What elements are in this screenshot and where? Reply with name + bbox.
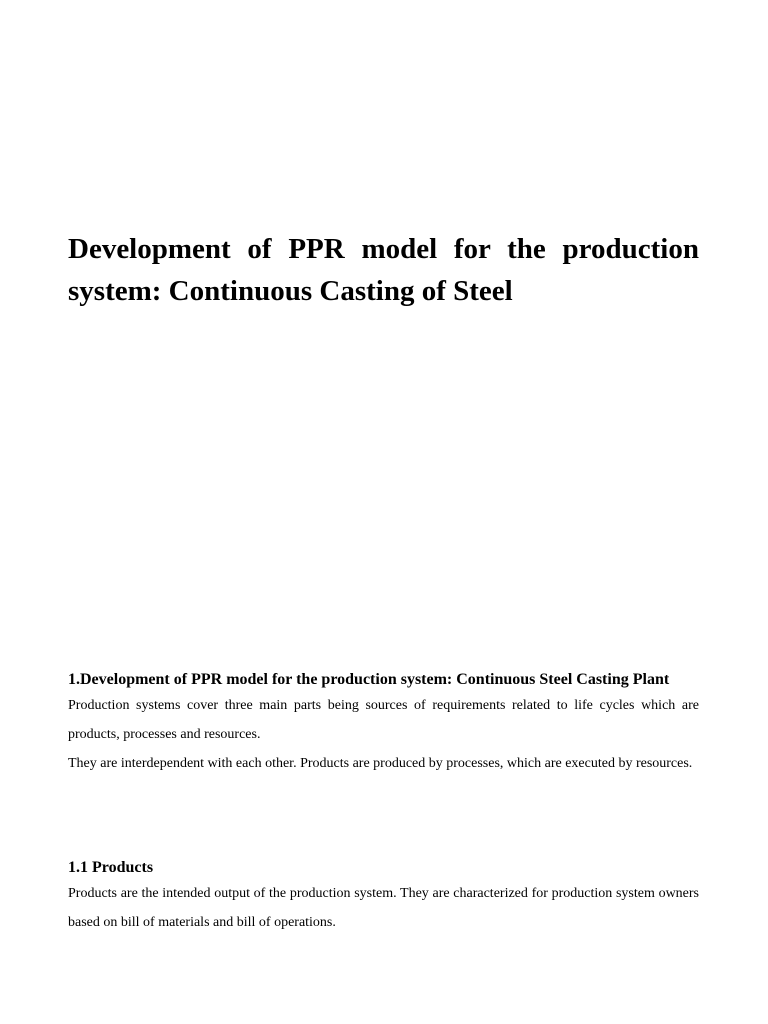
section-products bbox=[68, 857, 699, 937]
section-heading: 1.Development of PPR model for the production system: Continuous Steel Casting Plant bbox=[68, 671, 670, 688]
section-heading: 1.1 Products bbox=[68, 859, 154, 876]
paragraph: Production systems cover three main parts being sources of requirements related to life cycles which are products, processes and resources. bbox=[68, 698, 699, 742]
paragraph: Products are the intended output of the production system. They are characterized for production system owners based on bill of materials and bill of operations. bbox=[68, 886, 699, 930]
section-ppr-model bbox=[68, 669, 699, 778]
paragraph: They are interdependent with each other. Products are produced by processes, which are executed by resources. bbox=[68, 756, 693, 771]
document-title: Development of PPR model for the production system: Continuous Casting of Steel bbox=[68, 233, 699, 307]
